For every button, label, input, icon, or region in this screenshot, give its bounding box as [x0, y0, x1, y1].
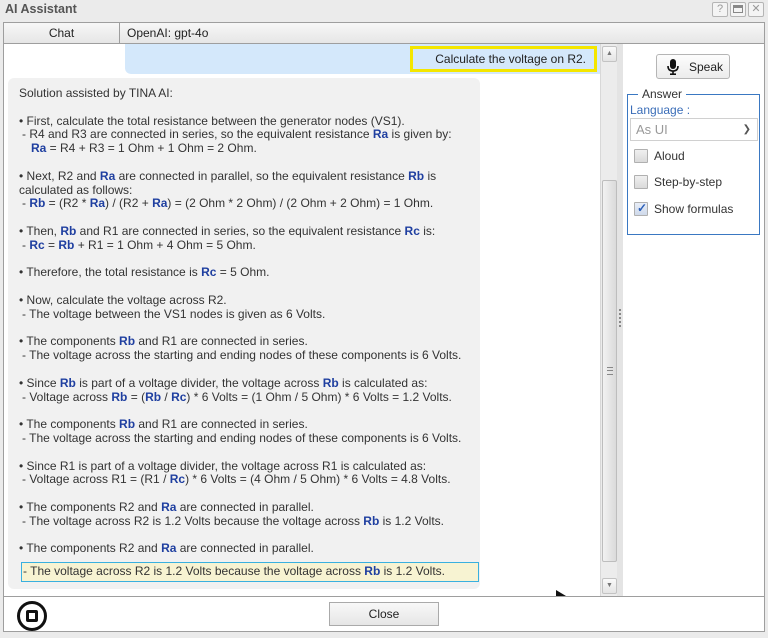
step-2: • Next, R2 and Ra are connected in parallel, so the equivalent resistance Rb is calculated as follows: - Rb = (R2 * Ra) / (R2 + Ra) = (2 Ohm * 2 Ohm) / (2 Ohm + 2 Ohm) = 1 Ohm. [19, 168, 437, 211]
speak-label: Speak [689, 60, 724, 74]
answer-group-label: Answer [638, 87, 686, 101]
tab-bar [3, 22, 765, 44]
maximize-button[interactable] [730, 2, 746, 17]
maximize-icon [733, 5, 743, 13]
chat-scrollbar[interactable] [600, 44, 617, 596]
close-icon: ✕ [751, 3, 761, 15]
show-formulas-label: Show formulas [654, 202, 734, 216]
scroll-thumb[interactable] [602, 180, 617, 562]
help-button[interactable] [712, 2, 728, 17]
model-label: OpenAI: gpt-4o [127, 26, 209, 40]
step-3: • Then, Rb and R1 are connected in series, so the equivalent resistance Rc is: - Rc = Rb + R1 = 1 Ohm + 4 Ohm = 5 Ohm. [19, 223, 436, 252]
show-formulas-checkbox[interactable] [634, 202, 648, 216]
aloud-label: Aloud [654, 149, 685, 163]
step-9: • Since R1 is part of a voltage divider, the voltage across R1 is calculated as: - Voltage across R1 = (R1 / Rc) * 6 Volts = (4 Ohm / 5 Ohm) * 6 Volts = 4.8 Volts. [19, 458, 451, 487]
options-pane [623, 44, 765, 596]
user-message-bubble [125, 44, 600, 74]
scroll-down-button[interactable]: ▼ [602, 578, 617, 594]
close-window-button[interactable] [748, 2, 764, 17]
speak-button[interactable] [656, 54, 730, 79]
step-by-step-label: Step-by-step [654, 175, 723, 189]
step-by-step-checkbox[interactable] [634, 175, 648, 189]
microphone-icon [666, 59, 680, 75]
title-bar [0, 0, 768, 20]
splitter-grip-icon [619, 309, 621, 327]
step-5: • Now, calculate the voltage across R2. - The voltage between the VS1 nodes is given as 6 Volts. [19, 292, 326, 321]
chat-pane [3, 44, 600, 596]
user-message: Calculate the voltage on R2. [410, 46, 597, 72]
step-1: • First, calculate the total resistance between the generator nodes (VS1). - R4 and R3 are connected in series, so the equivalent resistance Ra is given by: Ra = R4 + R3 = 1 Ohm + 1 Ohm = 2 Ohm. [19, 113, 452, 156]
stop-icon [26, 610, 38, 622]
help-icon: ? [716, 3, 724, 15]
language-value: As UI [636, 122, 668, 137]
ai-response-bubble [8, 78, 480, 589]
scroll-up-button[interactable]: ▲ [602, 46, 617, 62]
language-label: Language : [630, 103, 691, 117]
chevron-down-icon: ❯ [742, 124, 751, 135]
window-title: AI Assistant [5, 2, 77, 16]
ai-intro: Solution assisted by TINA AI: [19, 86, 173, 100]
grip-icon [607, 367, 613, 375]
tab-chat[interactable]: Chat [4, 23, 120, 43]
stop-button[interactable] [17, 601, 47, 631]
footer-bar [3, 596, 765, 632]
step-11: • The components R2 and Ra are connected in parallel. [19, 541, 314, 556]
step-4: • Therefore, the total resistance is Rc = 5 Ohm. [19, 265, 270, 280]
answer-group [627, 87, 760, 235]
aloud-checkbox[interactable] [634, 149, 648, 163]
checkmark-icon: ✓ [637, 201, 648, 215]
step-10: • The components R2 and Ra are connected in parallel. - The voltage across R2 is 1.2 Volts because the voltage across Rb is 1.2 Volts. [19, 499, 444, 528]
step-7: • Since Rb is part of a voltage divider, the voltage across Rb is calculated as: - Voltage across Rb = (Rb / Rc) * 6 Volts = (1 Ohm / 5 Ohm) * 6 Volts = 1.2 Volts. [19, 375, 452, 404]
step-8: • The components Rb and R1 are connected in series. - The voltage across the starting and ending nodes of these components is 6 Volts. [19, 417, 462, 445]
streaming-line: - The voltage across R2 is 1.2 Volts because the voltage across Rb is 1.2 Volts. [21, 562, 479, 582]
close-button[interactable]: Close [329, 602, 439, 626]
language-select[interactable] [630, 118, 758, 141]
cursor-fragment-icon [556, 589, 568, 596]
step-6: • The components Rb and R1 are connected in series. - The voltage across the starting and ending nodes of these components is 6 Volts. [19, 334, 462, 363]
